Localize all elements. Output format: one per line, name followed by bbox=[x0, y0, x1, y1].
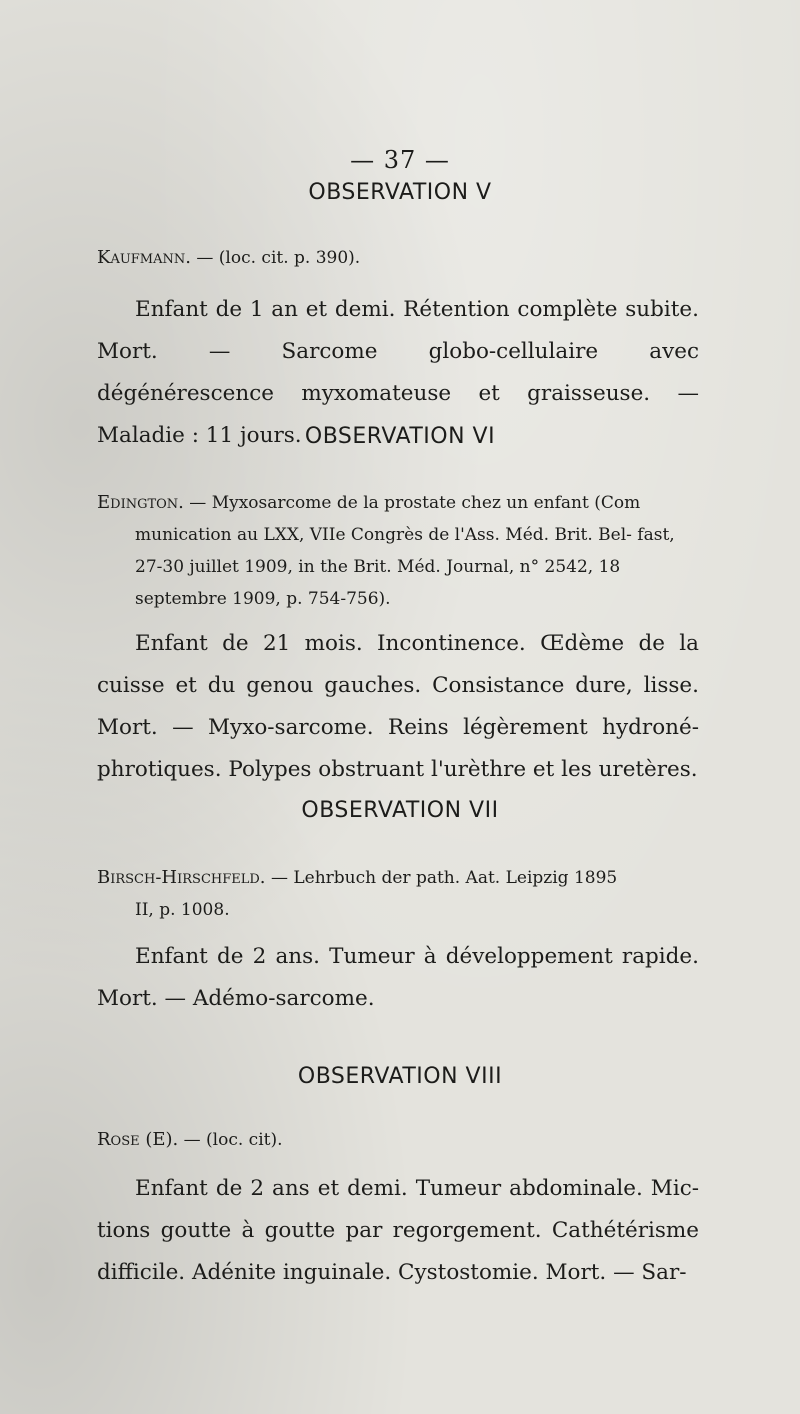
reference bbox=[97, 242, 697, 274]
reference-continuation: munication au LXX, VIIe Congrès de l'Ass. Méd. Brit. Bel- fast, 27-30 juillet 1909, in the Brit. Méd. Journal, n° 2542, 18 septembre 1909, p. 754-756). bbox=[135, 525, 675, 609]
observation-text: Enfant de 1 an et demi. Rétention complète subite. Mort. — Sarcome globo-cellulaire avec dégénérescence myxomateuse et graisseuse. — Maladie : 11 jours. bbox=[97, 297, 699, 448]
observation-text: Enfant de 21 mois. Incontinence. Œdème de la cuisse et du genou gauches. Consistance dure, lisse. Mort. — Myxo-sarcome. Reins légèrement hydroné- phrotiques. Polypes obstruant l'urèthre et les uretères. bbox=[97, 631, 699, 782]
reference-text: — Myxosarcome de la prostate chez un enfant (Com bbox=[189, 493, 641, 513]
observation-text: Enfant de 2 ans. Tumeur à développement rapide. Mort. — Adémo-sarcome. bbox=[97, 944, 699, 1011]
reference-continuation: II, p. 1008. bbox=[135, 900, 230, 920]
reference bbox=[97, 1124, 697, 1156]
reference bbox=[97, 487, 697, 615]
reference-author: Kaufmann. bbox=[97, 247, 191, 268]
reference-author: Rose (E). bbox=[97, 1129, 179, 1150]
observation-title: OBSERVATION VIII bbox=[297, 1064, 503, 1089]
reference-author: Edington. bbox=[97, 492, 184, 513]
page-number: — 37 — bbox=[350, 146, 450, 174]
reference bbox=[97, 862, 697, 926]
reference-text: — (loc. cit. p. 390). bbox=[196, 248, 361, 268]
reference-text: — (loc. cit). bbox=[183, 1130, 283, 1150]
reference-text: — Lehrbuch der path. Aat. Leipzig 1895 bbox=[270, 868, 618, 888]
reference-author: Birsch-Hirschfeld. bbox=[97, 867, 266, 888]
observation-text: Enfant de 2 ans et demi. Tumeur abdominale. Mic- tions goutte à goutte par regorgement. Cathétérisme difficile. Adénite inguinale. Cystostomie. Mort. — Sar- bbox=[97, 1176, 699, 1285]
observation-title: OBSERVATION VII bbox=[301, 798, 499, 823]
observation-title: OBSERVATION VI bbox=[304, 424, 496, 449]
observation-title: OBSERVATION V bbox=[308, 180, 492, 205]
